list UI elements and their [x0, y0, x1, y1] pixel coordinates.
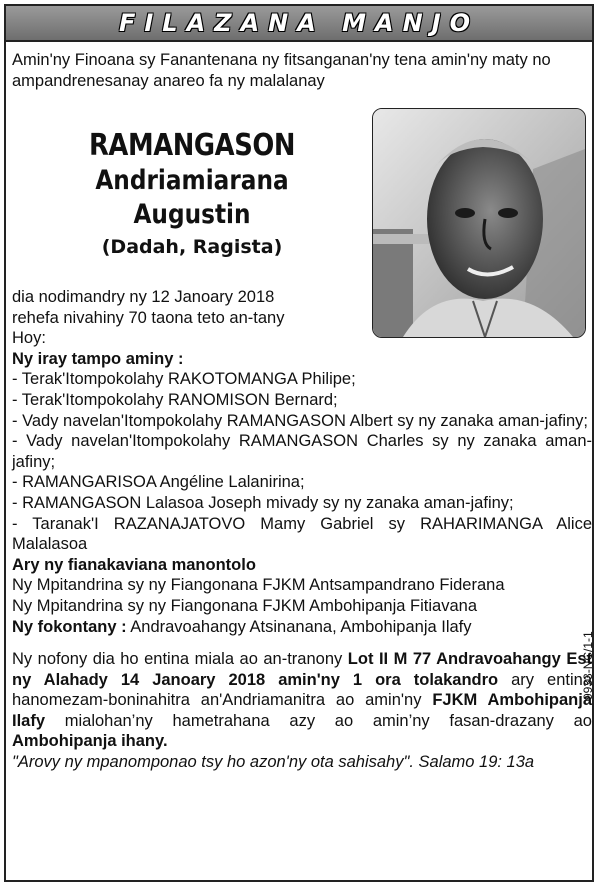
funeral-text-1: Ny nofony dia ho entina miala ao an-tranony [12, 650, 348, 669]
deceased-nicknames: (Dadah, Ragista) [101, 236, 283, 258]
deceased-surname: RAMANGASON [88, 128, 296, 163]
funeral-details [12, 649, 592, 752]
header-title: FILAZANA MANJO [118, 9, 480, 37]
family-item: - Terak'Itompokolahy RAKOTOMANGA Philipe; [12, 370, 356, 389]
community-line-2: Ny Mpitandrina sy ny Fiangonana FJKM Ambohipanja Fitiavana [12, 596, 477, 615]
fokontany-value: Andravoahangy Atsinanana, Ambohipanja Ilafy [126, 617, 472, 636]
deceased-given-name-1: Andriamiarana [95, 165, 289, 196]
death-line-1: dia nodimandry ny 12 Janoary 2018 [12, 288, 275, 306]
family-heading: Ny iray tampo aminy : [12, 349, 184, 368]
death-line-3: Hoy: [12, 329, 46, 348]
family-item: - RAMANGASON Lalasoa Joseph mivady sy ny zanaka aman-jafiny; [12, 493, 514, 512]
funeral-text-2: ary entina hanomezam-boninahitra an'Andriamanitra ao amin'ny [12, 670, 592, 710]
fokontany-line [12, 617, 592, 638]
reference-code: 9933-NC/1-1 [581, 631, 595, 700]
family-item: - Terak'Itompokolahy RANOMISON Bernard; [12, 390, 338, 409]
deceased-given-name-2: Augustin [133, 199, 251, 230]
family-item: - Vady navelan'Itompokolahy RAMANGASON Charles sy ny zanaka aman-jafiny; [12, 432, 592, 471]
funeral-church: FJKM Ambohipanja Ilafy [12, 691, 593, 730]
community-line-1: Ny Mpitandrina sy ny Fiangonana FJKM Antsampandrano Fiderana [12, 576, 505, 595]
funeral-burial-place: Ambohipanja ihany. [12, 732, 168, 751]
notice-header [6, 6, 592, 42]
family-item: - RAMANGARISOA Angéline Lalanirina; [12, 473, 305, 492]
fokontany-label: Ny fokontany : [12, 617, 127, 636]
deceased-name-block [20, 128, 364, 260]
family-item: - Vady navelan'Itompokolahy RAMANGASON Albert sy ny zanaka aman-jafiny; [12, 411, 589, 430]
bible-quote: "Arovy ny mpanomponao tsy ho azon'ny ota sahisahy". Salamo 19: 13a [12, 753, 535, 772]
community-heading: Ary ny fianakaviana manontolo [12, 555, 256, 574]
notice-main-text [12, 287, 592, 773]
funeral-address-date: Lot II M 77 Andravoahangy Est ny Alahady 14 Janoary 2018 amin'ny 1 ora tolakandro [12, 650, 592, 689]
intro-text: Amin'ny Finoana sy Fanantenana ny fitsanganan'ny tena amin'ny maty no ampandrenesanay anareo fa ny malalanay [12, 51, 551, 90]
funeral-text-3: mialohan’ny hametrahana azy ao amin’ny fasan-drazany ao [45, 711, 592, 730]
death-line-2: rehefa nivahiny 70 taona teto an-tany [12, 308, 285, 327]
family-item: - Taranak'I RAZANAJATOVO Mamy Gabriel sy RAHARIMANGA Alice Malalasoa [12, 514, 592, 554]
